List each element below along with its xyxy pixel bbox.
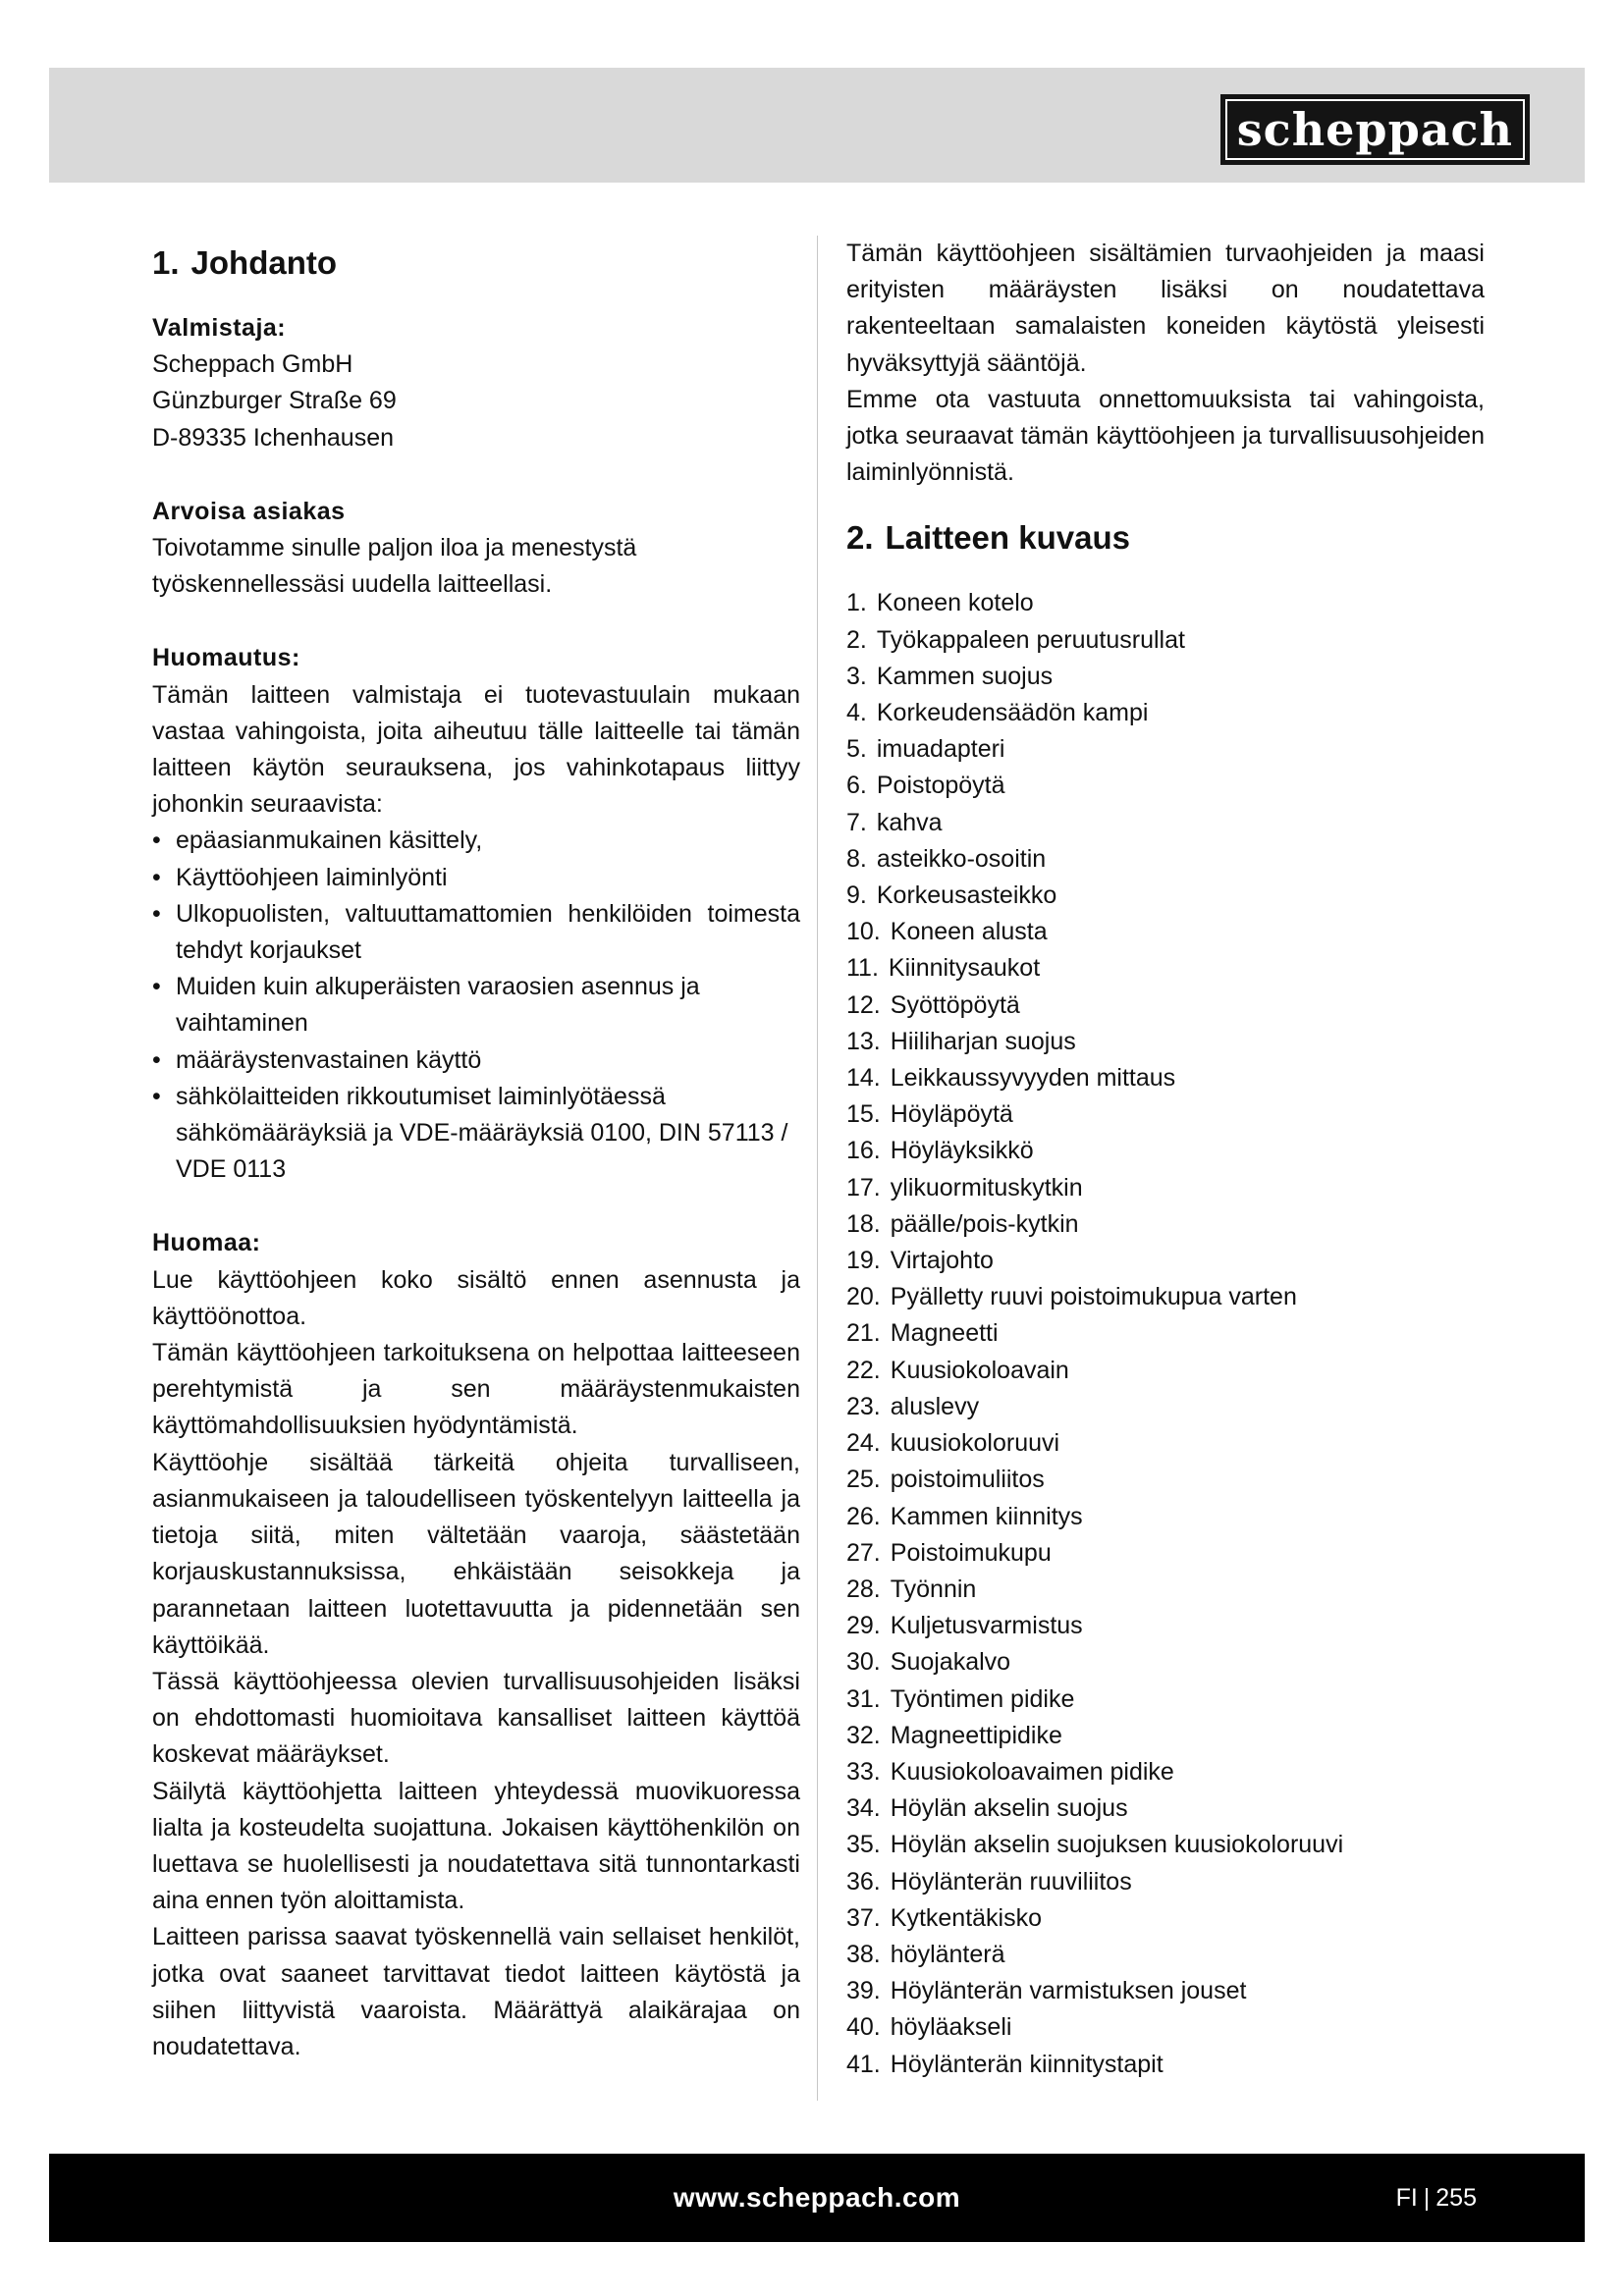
part-label: Työnnin <box>890 1575 977 1603</box>
list-item <box>846 1462 1485 1498</box>
right-column <box>846 236 1485 2083</box>
part-label: Koneen alusta <box>890 918 1048 946</box>
part-label: ylikuormituskytkin <box>890 1173 1083 1201</box>
list-item <box>846 585 1485 621</box>
list-item <box>846 1973 1485 2009</box>
list-item <box>846 1096 1485 1133</box>
part-number: 12. <box>846 990 881 1019</box>
manufacturer-heading: Valmistaja: <box>152 314 287 342</box>
part-number: 26. <box>846 1502 881 1530</box>
part-number: 15. <box>846 1100 881 1129</box>
part-number: 29. <box>846 1612 881 1640</box>
list-item <box>846 1864 1485 1900</box>
dear-customer-heading: Arvoisa asiakas <box>152 497 346 525</box>
website-link[interactable]: www.scheppach.com <box>673 2182 961 2213</box>
left-column <box>152 236 800 2065</box>
note-heading: Huomaa: <box>152 1229 261 1257</box>
part-number: 28. <box>846 1575 881 1603</box>
list-item <box>846 988 1485 1024</box>
part-number: 27. <box>846 1538 881 1567</box>
column-divider <box>817 236 818 2101</box>
list-item <box>846 1499 1485 1535</box>
dear-customer-text: Toivotamme sinulle paljon iloa ja menestystä työskennellessäsi uudella laitteellasi. <box>152 534 637 599</box>
part-label: Höylänterän ruuviliitos <box>890 1867 1132 1896</box>
part-number: 21. <box>846 1319 881 1348</box>
list-item <box>846 1206 1485 1243</box>
list-item: • sähkölaitteiden rikkoutumiset laiminlyötäessä sähkömääräyksiä ja VDE-määräyksiä 0100, DIN 57113 / VDE 0113 <box>152 1079 800 1189</box>
part-label: Höylänterän varmistuksen jouset <box>890 1977 1247 2005</box>
part-number: 20. <box>846 1283 881 1311</box>
section-title: Johdanto <box>190 244 338 281</box>
language-code: FI <box>1395 2183 1418 2212</box>
part-number: 36. <box>846 1867 881 1896</box>
part-number: 41. <box>846 2050 881 2078</box>
part-number: 16. <box>846 1137 881 1165</box>
notice-text: Tämän laitteen valmistaja ei tuotevastuulain mukaan vastaa vahingoista, joita aiheutuu tälle laitteelle tai tämän laitteen käytön seurauksena, jos vahinkotapaus liittyy johonkin seuraavista: <box>152 680 800 819</box>
part-label: kuusiokoloruuvi <box>890 1429 1060 1458</box>
list-item <box>846 805 1485 841</box>
list-item: • epäasianmukainen käsittely, <box>152 823 800 859</box>
part-number: 11. <box>846 954 879 983</box>
list-item <box>846 1827 1485 1863</box>
list-item <box>846 659 1485 695</box>
section-title: Laitteen kuvaus <box>885 519 1130 557</box>
page-indicator <box>1396 2154 1477 2242</box>
list-item <box>846 914 1485 950</box>
list-item <box>846 1024 1485 1060</box>
header-band <box>49 68 1585 183</box>
part-label: Höylän akselin suojuksen kuusiokoloruuvi <box>890 1831 1344 1859</box>
part-number: 9. <box>846 881 867 910</box>
part-number: 23. <box>846 1392 881 1420</box>
section-number: 2. <box>846 519 874 557</box>
manufacturer-line: Scheppach GmbH <box>152 350 353 379</box>
part-label: Suojakalvo <box>890 1648 1011 1677</box>
part-label: asteikko-osoitin <box>876 844 1047 873</box>
list-item <box>846 2047 1485 2083</box>
part-number: 33. <box>846 1757 881 1786</box>
list-item <box>846 1535 1485 1572</box>
part-number: 3. <box>846 662 867 690</box>
list-item <box>846 1682 1485 1718</box>
list-item <box>846 1353 1485 1389</box>
part-number: 34. <box>846 1794 881 1823</box>
list-item <box>846 841 1485 878</box>
note-paragraph: Käyttöohje sisältää tärkeitä ohjeita turvalliseen, asianmukaiseen ja taloudelliseen työskentelyyn laitteella ja tietoja siitä, miten vältetään vaaroja, säästetään korjauskustannuksissa, ehkäistään seisokkeja ja parannetaan laitteen luotettavuutta ja pidennetään sen käyttöikää. <box>152 1448 800 1659</box>
part-number: 1. <box>846 589 867 617</box>
part-number: 22. <box>846 1356 881 1384</box>
list-item <box>846 950 1485 987</box>
part-number: 32. <box>846 1721 881 1749</box>
list-item <box>846 1718 1485 1754</box>
manufacturer-line: D-89335 Ichenhausen <box>152 423 395 452</box>
part-label: Syöttöpöytä <box>890 990 1020 1019</box>
part-number: 13. <box>846 1027 881 1055</box>
note-paragraph: Tässä käyttöohjeessa olevien turvallisuusohjeiden lisäksi on ehdottomasti huomioitava kansalliset laitteen käyttöä koskevat määräykset. <box>152 1667 800 1769</box>
part-label: Korkeusasteikko <box>876 881 1057 910</box>
list-item: • Muiden kuin alkuperäisten varaosien asennus ja vaihtaminen <box>152 969 800 1041</box>
list-item <box>846 1315 1485 1352</box>
part-label: Leikkaussyvyyden mittaus <box>890 1064 1176 1093</box>
part-label: päälle/pois-kytkin <box>890 1209 1079 1238</box>
part-number: 5. <box>846 735 867 764</box>
part-label: Poistoimukupu <box>890 1538 1052 1567</box>
part-label: Virtajohto <box>890 1247 994 1275</box>
list-item <box>846 1243 1485 1279</box>
part-number: 7. <box>846 808 867 836</box>
part-label: Poistopöytä <box>876 772 1005 800</box>
part-number: 17. <box>846 1173 881 1201</box>
list-item: • määräystenvastainen käyttö <box>152 1042 800 1079</box>
part-label: höylänterä <box>890 1940 1005 1968</box>
list-item <box>846 1170 1485 1206</box>
list-item: • Käyttöohjeen laiminlyönti <box>152 860 800 896</box>
list-item <box>846 1389 1485 1425</box>
part-label: Korkeudensäädön kampi <box>876 699 1149 727</box>
part-label: Magneettipidike <box>890 1721 1062 1749</box>
part-number: 24. <box>846 1429 881 1458</box>
part-label: kahva <box>876 808 943 836</box>
scheppach-logo: scheppach <box>1220 94 1530 165</box>
list-item <box>846 768 1485 804</box>
list-item <box>846 1754 1485 1790</box>
list-item <box>846 731 1485 768</box>
list-item <box>846 1900 1485 1937</box>
part-number: 39. <box>846 1977 881 2005</box>
part-label: Kuusiokoloavain <box>890 1356 1069 1384</box>
part-label: Kammen kiinnitys <box>890 1502 1083 1530</box>
part-label: Kuljetusvarmistus <box>890 1612 1083 1640</box>
part-label: Työntimen pidike <box>890 1684 1075 1713</box>
part-number: 4. <box>846 699 867 727</box>
section-number: 1. <box>152 244 180 281</box>
notice-bullet-list <box>152 823 800 1188</box>
list-item <box>846 1644 1485 1681</box>
part-label: Höylänterän kiinnitystapit <box>890 2050 1164 2078</box>
part-label: Koneen kotelo <box>876 589 1034 617</box>
part-label: Höylän akselin suojus <box>890 1794 1128 1823</box>
part-label: Magneetti <box>890 1319 999 1348</box>
list-item <box>846 1060 1485 1096</box>
part-label: höyläakseli <box>890 2013 1012 2042</box>
part-number: 8. <box>846 844 867 873</box>
part-number: 19. <box>846 1247 881 1275</box>
part-number: 37. <box>846 1903 881 1932</box>
manufacturer-line: Günzburger Straße 69 <box>152 387 397 415</box>
section-1-heading <box>152 236 800 291</box>
note-paragraph: Tämän käyttöohjeen tarkoituksena on helpottaa laitteeseen perehtymistä ja sen määräystenmukaisten käyttömahdollisuuksien hyödyntämistä. <box>152 1339 800 1440</box>
part-number: 25. <box>846 1466 881 1494</box>
section-2-heading <box>846 510 1485 565</box>
list-item <box>846 878 1485 914</box>
part-label: Kytkentäkisko <box>890 1903 1043 1932</box>
list-item: • Ulkopuolisten, valtuuttamattomien henkilöiden toimesta tehdyt korjaukset <box>152 896 800 969</box>
part-label: Kammen suojus <box>876 662 1054 690</box>
list-item <box>846 622 1485 659</box>
part-number: 2. <box>846 625 867 654</box>
list-item <box>846 1133 1485 1169</box>
notice-heading: Huomautus: <box>152 644 300 672</box>
part-label: Höyläyksikkö <box>890 1137 1034 1165</box>
note-paragraph: Laitteen parissa saavat työskennellä vain sellaiset henkilöt, jotka ovat saaneet tarvittavat tiedot laitteen käytöstä ja siihen liittyvistä vaaroista. Määrättyä alaikärajaa on noudatettava. <box>152 1923 800 2060</box>
part-number: 35. <box>846 1831 881 1859</box>
list-item <box>846 1790 1485 1827</box>
part-label: Pyälletty ruuvi poistoimukupua varten <box>890 1283 1297 1311</box>
intro-paragraph: Tämän käyttöohjeen sisältämien turvaohjeiden ja maasi erityisten määräysten lisäksi on noudatettava rakenteeltaan samalaisten koneiden käytöstä yleisesti hyväksyttyjä sääntöjä. <box>846 240 1485 377</box>
part-number: 30. <box>846 1648 881 1677</box>
page-separator: | <box>1423 2183 1431 2212</box>
list-item <box>846 2009 1485 2046</box>
part-number: 18. <box>846 1209 881 1238</box>
part-label: Hiiliharjan suojus <box>890 1027 1076 1055</box>
part-label: Kiinnitysaukot <box>888 954 1041 983</box>
parts-list <box>846 585 1485 2082</box>
footer-band <box>49 2154 1585 2242</box>
part-label: Kuusiokoloavaimen pidike <box>890 1757 1174 1786</box>
page-number: 255 <box>1435 2183 1477 2212</box>
part-number: 6. <box>846 772 867 800</box>
part-label: imuadapteri <box>876 735 1005 764</box>
part-number: 14. <box>846 1064 881 1093</box>
part-label: Työkappaleen peruutusrullat <box>876 625 1185 654</box>
part-number: 31. <box>846 1684 881 1713</box>
note-paragraph: Lue käyttöohjeen koko sisältö ennen asennusta ja käyttöönottoa. <box>152 1265 800 1330</box>
part-label: Höyläpöytä <box>890 1100 1013 1129</box>
list-item <box>846 1425 1485 1462</box>
list-item <box>846 1937 1485 1973</box>
note-paragraph: Säilytä käyttöohjetta laitteen yhteydessä muovikuoressa lialta ja kosteudelta suojattuna. Jokaisen käyttöhenkilön on luettava se huolellisesti ja noudatettava sitä tunnontarkasti aina ennen työn aloittamista. <box>152 1777 800 1915</box>
list-item <box>846 695 1485 731</box>
part-number: 40. <box>846 2013 881 2042</box>
list-item <box>846 1608 1485 1644</box>
part-label: aluslevy <box>890 1392 980 1420</box>
part-label: poistoimuliitos <box>890 1466 1045 1494</box>
intro-paragraph: Emme ota vastuuta onnettomuuksista tai vahingoista, jotka seuraavat tämän käyttöohjeen ja turvallisuusohjeiden laiminlyönnistä. <box>846 385 1485 487</box>
list-item <box>846 1279 1485 1315</box>
list-item <box>846 1572 1485 1608</box>
part-number: 38. <box>846 1940 881 1968</box>
part-number: 10. <box>846 918 881 946</box>
